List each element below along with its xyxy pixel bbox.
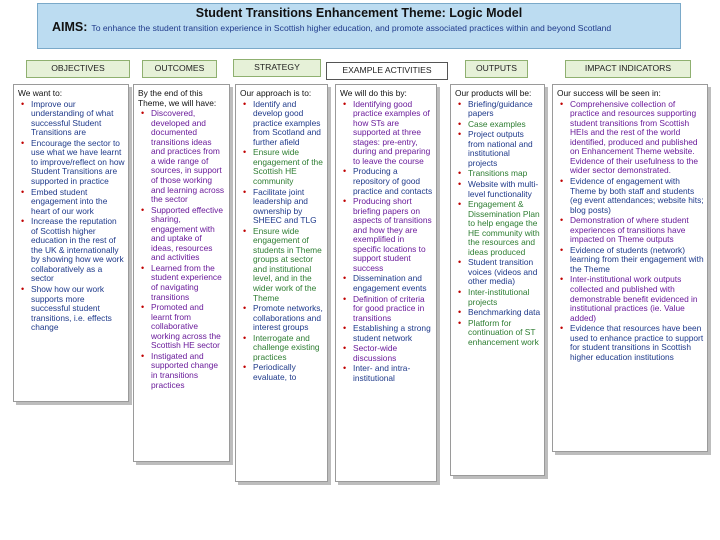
aims-label: AIMS: [52,20,88,34]
list-item: • Evidence that resources have been used to enhance practice to support for student transitions in Scottish higher education institutions [557,324,704,362]
list-item: • Improve our understanding of what successful Student Transitions are [18,100,125,138]
list-item: • Engagement & Dissemination Plan to help engage the HE community with the resources and ideas produced [455,200,541,257]
objectives-intro: We want to: [18,88,63,98]
list-item: • Project outputs from national and institutional projects [455,130,541,168]
list-item: • Case examples [455,120,541,130]
header-objectives-label: OBJECTIVES [51,63,105,73]
activities-column [335,84,437,482]
list-item: • Inter-institutional projects [455,288,541,307]
activities-intro: We will do this by: [340,88,407,98]
header-outcomes-label: OUTCOMES [154,63,205,73]
outputs-intro: Our products will be: [455,88,532,98]
aims-statement [52,22,682,34]
list-item: • Periodically evaluate, to [240,363,324,382]
list-item: • Ensure wide engagement of the Scottish HE community [240,148,324,186]
impact-list [557,100,704,363]
list-item: • Website with multi-level functionality [455,180,541,199]
list-item: • Demonstration of where student experiences of transitions have impacted on Theme outputs [557,216,704,245]
list-item: • Discovered, developed and documented transitions ideas and practices from a wide range of sources, in support of those working and learning across the sector [138,109,226,204]
outputs-list [455,100,541,348]
list-item: • Inter-institutional work outputs collected and published with demonstrable benefit evidenced in institutional practices (ie. Value added) [557,275,704,323]
list-item: • Identify and develop good practice examples from Scotland and further afield [240,100,324,148]
list-item: • Interrogate and challenge existing practices [240,334,324,363]
list-item: • Comprehensive collection of practice and resources supporting student transitions from Scottish HEIs and the rest of the world identified, produced and published on Enhancement Theme website. Evidence of their usefulness to the wider sector demonstrated. [557,100,704,176]
page-title: Student Transitions Enhancement Theme: Logic Model [195,6,523,20]
strategy-column [235,84,328,482]
list-item: • Embed student engagement into the heart of our work [18,188,125,217]
list-item: • Producing short briefing papers on aspects of transitions and how they are exemplified in specific locations to support student success [340,197,433,273]
outcomes-column [133,84,230,462]
header-strategy-label: STRATEGY [254,62,300,72]
list-item: • Increase the reputation of Scottish higher education in the rest of the UK & internationally by showing how we work collaboratively as a sector [18,217,125,284]
list-item: • Briefing/guidance papers [455,100,541,119]
outcomes-intro: By the end of this Theme, we will have: [138,88,217,108]
header-strategy [233,59,321,77]
objectives-list [18,100,125,333]
list-item: • Platform for continuation of ST enhancement work [455,319,541,348]
header-outcomes [142,60,217,78]
list-item: • Supported effective sharing, engagement with and uptake of ideas, resources and activities [138,206,226,263]
strategy-list [240,100,324,383]
list-item: • Sector-wide discussions [340,344,433,363]
list-item: • Facilitate joint leadership and ownership by SHEEC and TLG [240,188,324,226]
list-item: • Benchmarking data [455,308,541,318]
header-impact-indicators [565,60,691,78]
impact-column [552,84,708,452]
outputs-column [450,84,545,476]
aims-text: To enhance the student transition experience in Scottish higher education, and promote associated practices within and beyond Scotland [91,23,612,33]
list-item: • Identifying good practice examples of how STs are supported at three stages: pre-entry, during and preparing to leave the course [340,100,433,167]
list-item: • Evidence of students (network) learning from their engagement with the Theme [557,246,704,275]
list-item: • Show how our work supports more successful student transitions, i.e. effects change [18,285,125,333]
impact-intro: Our success will be seen in: [557,88,661,98]
strategy-intro: Our approach is to: [240,88,312,98]
list-item: • Ensure wide engagement of students in Theme groups at sector and institutional level, and in the wider work of the Theme [240,227,324,303]
header-outputs-label: OUTPUTS [475,63,518,73]
outcomes-list [138,109,226,390]
header-activities-label: EXAMPLE ACTIVITIES [342,65,432,75]
list-item: • Dissemination and engagement events [340,274,433,293]
list-item: • Learned from the student experience of navigating transitions [138,264,226,302]
list-item: • Student transition voices (videos and other media) [455,258,541,287]
list-item: • Encourage the sector to use what we have learnt to improve/reflect on how Student Transitions are supported in practice [18,139,125,187]
objectives-column [13,84,129,402]
list-item: • Instigated and supported change in transitions practices [138,352,226,390]
activities-list [340,100,433,384]
list-item: • Promoted and learnt from collaborative working across the Scottish HE sector [138,303,226,351]
header-outputs [465,60,528,78]
list-item: • Establishing a strong student network [340,324,433,343]
aims-banner [37,3,681,49]
list-item: • Transitions map [455,169,541,179]
list-item: • Definition of criteria for good practice in transitions [340,295,433,324]
list-item: • Promote networks, collaborations and interest groups [240,304,324,333]
list-item: • Producing a repository of good practice and contacts [340,167,433,196]
header-objectives [26,60,130,78]
list-item: • Evidence of engagement with Theme by both staff and students (eg event attendances; website hits; blog posts) [557,177,704,215]
header-impact-label: IMPACT INDICATORS [584,63,672,73]
header-example-activities [326,62,448,80]
list-item: • Inter- and intra-institutional [340,364,433,383]
